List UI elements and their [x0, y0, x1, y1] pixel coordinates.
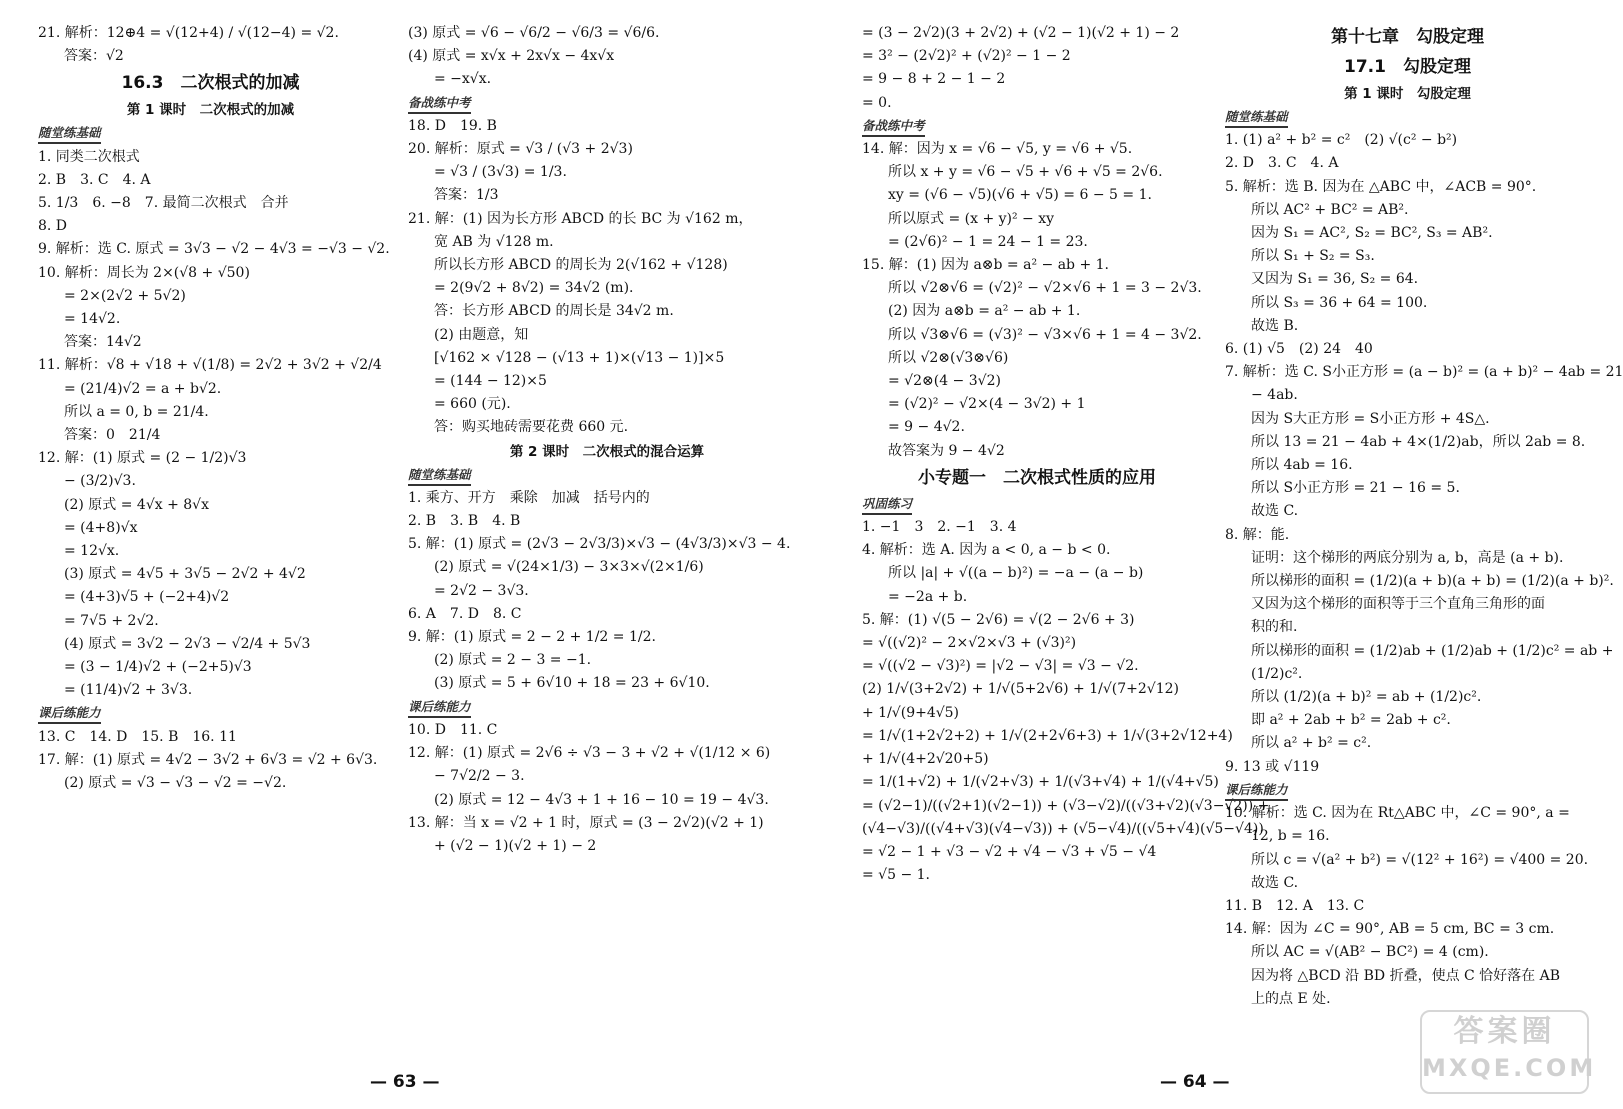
section-tag: 课后练能力: [408, 698, 471, 718]
answer-line: 宽 AB 为 √128 m.: [434, 233, 554, 250]
answer-line: = √((√2)² − 2×√2×√3 + (√3)²): [862, 635, 1077, 652]
answer-line: = (3 − 1/4)√2 + (−2+5)√3: [64, 659, 252, 676]
answer-line: 2. D 3. C 4. A: [1225, 155, 1339, 172]
answer-line: 故答案为 9 − 4√2: [888, 442, 1005, 459]
section-tag: 随堂练基础: [408, 466, 471, 486]
answer-line: 13. 解：当 x = √2 + 1 时，原式 = (3 − 2√2)(√2 + 1): [408, 814, 764, 831]
answer-line: 21. 解：(1) 因为长方形 ABCD 的长 BC 为 √162 m，: [408, 210, 753, 227]
answer-line: = √((√2 − √3)²) = |√2 − √3| = √3 − √2.: [862, 658, 1139, 675]
section-tag-row: [408, 92, 806, 115]
answer-line: 上的点 E 处.: [1251, 990, 1331, 1007]
answer-line: [√162 × √128 − (√13 + 1)×(√13 − 1)]×5: [434, 349, 725, 366]
answer-line: 答：购买地砖需要花费 660 元.: [434, 419, 629, 436]
answer-line: 所以梯形的面积 = (1/2)ab + (1/2)ab + (1/2)c² = ab +: [1251, 642, 1614, 659]
answer-line: (2) 原式 = √3 − √3 − √2 = −√2.: [64, 775, 287, 792]
answer-column-1: [38, 22, 390, 1039]
answer-line: = 9 − 8 + 2 − 1 − 2: [862, 71, 1006, 88]
answer-line: 所以 c = √(a² + b²) = √(12² + 16²) = √400 = 20.: [1251, 851, 1589, 868]
answer-line: 所以 |a| + √((a − b)²) = −a − (a − b): [888, 565, 1144, 582]
answer-line: (2) 原式 = 2 − 3 = −1.: [434, 652, 592, 669]
answer-line: 1. (1) a² + b² = c² (2) √(c² − b²): [1225, 132, 1458, 149]
answer-line: 8. 解：能.: [1225, 526, 1290, 543]
answer-line: 7. 解析：选 C. S小正方形 = (a − b)² = (a + b)² − 4ab = 21: [1225, 364, 1623, 381]
answer-line: 20. 解析：原式 = √3 / (√3 + 2√3): [408, 141, 633, 158]
answer-line: xy = (√6 − √5)(√6 + √5) = 6 − 5 = 1.: [888, 187, 1152, 204]
answer-line: 所以 S₁ + S₂ = S₃.: [1251, 248, 1375, 265]
answer-line: = 7√5 + 2√2.: [64, 612, 159, 629]
answer-line: = (4+3)√5 + (−2+4)√2: [64, 589, 230, 606]
answer-line: 故选 C.: [1251, 503, 1299, 520]
answer-line: − 7√2/2 − 3.: [434, 768, 525, 785]
answer-line: 又因为这个梯形的面积等于三个直角三角形的面: [1251, 596, 1545, 613]
answer-line: 17. 解：(1) 原式 = 4√2 − 3√2 + 6√3 = √2 + 6√3.: [38, 751, 378, 768]
answer-line: + (√2 − 1)(√2 + 1) − 2: [434, 837, 597, 854]
answer-line: 8. D: [38, 218, 68, 235]
answer-line: = √3 / (3√3) = 1/3.: [434, 164, 567, 181]
answer-line: = −x√x.: [434, 71, 492, 88]
answer-line: 所以 AC = √(AB² − BC²) = 4 (cm).: [1251, 944, 1489, 961]
answer-line: 所以 √2⊗√6 = (√2)² − √2×√6 + 1 = 3 − 2√3.: [888, 280, 1202, 297]
answer-line: 所以 S₃ = 36 + 64 = 100.: [1251, 294, 1428, 311]
answer-line: 所以 AC² + BC² = AB².: [1251, 201, 1409, 218]
answer-line: 9. 13 或 √119: [1225, 758, 1320, 775]
answer-line: 所以 S小正方形 = 21 − 16 = 5.: [1251, 480, 1460, 497]
section-tag: 随堂练基础: [1225, 108, 1288, 128]
watermark-line1: 答案圈: [1453, 1014, 1556, 1049]
answer-line: 所以 √3⊗√6 = (√3)² − √3×√6 + 1 = 4 − 3√2.: [888, 326, 1202, 343]
answer-line: 10. D 11. C: [408, 721, 498, 738]
answer-line: 所以梯形的面积 = (1/2)(a + b)(a + b) = (1/2)(a + b)².: [1251, 573, 1614, 590]
answer-line: = √2⊗(4 − 3√2): [888, 373, 1001, 390]
answer-line: 1. 乘方、开方 乘除 加减 括号内的: [408, 489, 650, 506]
answer-line: 所以 (1/2)(a + b)² = ab + (1/2)c².: [1251, 689, 1482, 706]
answer-line: = (√2)² − √2×(4 − 3√2) + 1: [888, 396, 1086, 413]
answer-line: = (11/4)√2 + 3√3.: [64, 682, 193, 699]
answer-line: 所以 4ab = 16.: [1251, 457, 1353, 474]
answer-line: 因为 S大正方形 = S小正方形 + 4S△.: [1251, 410, 1490, 427]
answer-line: 因为将 △BCD 沿 BD 折叠，使点 C 恰好落在 AB: [1251, 967, 1561, 984]
section-heading: 16.3 二次根式的加减: [121, 73, 300, 94]
answer-line: (2) 原式 = 4√x + 8√x: [64, 496, 209, 513]
answer-line: 所以 a² + b² = c².: [1251, 735, 1372, 752]
answer-line: 即 a² + 2ab + b² = 2ab + c².: [1251, 712, 1451, 729]
answer-line: = (3 − 2√2)(3 + 2√2) + (√2 − 1)(√2 + 1) − 2: [862, 25, 1180, 41]
answer-line: = 9 − 4√2.: [888, 419, 965, 436]
answer-line: 因为 S₁ = AC², S₂ = BC², S₃ = AB².: [1251, 225, 1493, 242]
section-tag-row: [408, 464, 806, 487]
answer-line: 5. 解：(1) 原式 = (2√3 − 2√3/3)×√3 − (4√3/3)×√3 − 4.: [408, 536, 791, 553]
answer-line: (4) 原式 = x√x + 2x√x − 4x√x: [408, 48, 615, 65]
answer-line: 15. 解：(1) 因为 a⊗b = a² − ab + 1.: [862, 257, 1110, 274]
answer-line: − (3/2)√3.: [64, 473, 136, 490]
answer-line: 11. 解析：√8 + √18 + √(1/8) = 2√2 + 3√2 + √2/4: [38, 357, 382, 374]
section-tag-row: [862, 115, 1212, 138]
answer-line: 21. 解析：12⊕4 = √(12+4) / √(12−4) = √2.: [38, 25, 339, 41]
section-tag-row: [862, 493, 1212, 516]
answer-line: (√4−√3)/((√4+√3)(√4−√3)) + (√5−√4)/((√5+√4)(√5−√4)): [862, 820, 1264, 837]
watermark-logo: [1420, 1010, 1597, 1094]
answer-line: (4) 原式 = 3√2 − 2√3 − √2/4 + 5√3: [64, 635, 311, 652]
answer-line: 答案：√2: [64, 48, 124, 65]
answer-line: = (2√6)² − 1 = 24 − 1 = 23.: [888, 233, 1088, 250]
answer-line: 9. 解析：选 C. 原式 = 3√3 − √2 − 4√3 = −√3 − √2.: [38, 241, 390, 258]
answer-line: = 1/√(1+2√2+2) + 1/√(2+2√6+3) + 1/√(3+2√12+4): [862, 727, 1233, 744]
answer-line: = 1/(1+√2) + 1/(√2+√3) + 1/(√3+√4) + 1/(√4+√5): [862, 774, 1219, 791]
answer-line: 故选 B.: [1251, 317, 1299, 334]
section-tag: 备战练中考: [862, 117, 925, 137]
section-tag-row: [408, 696, 806, 719]
answer-line: 12, b = 16.: [1251, 828, 1330, 845]
answer-line: 所以原式 = (x + y)² − xy: [888, 210, 1055, 227]
answer-line: = (144 − 12)×5: [434, 373, 547, 390]
answer-line: (2) 1/√(3+2√2) + 1/√(5+2√6) + 1/√(7+2√12): [862, 681, 1179, 698]
section-heading: 第 2 课时 二次根式的混合运算: [509, 443, 705, 460]
section-heading: 第 1 课时 勾股定理: [1344, 86, 1471, 102]
answer-line: 10. 解析：选 C. 因为在 Rt△ABC 中，∠C = 90°, a =: [1225, 805, 1570, 822]
answer-line: 1. 同类二次根式: [38, 148, 140, 165]
section-tag-row: [1225, 779, 1590, 802]
section-tag-row: [1225, 106, 1590, 129]
watermark-line2: MXQE.COM: [1422, 1054, 1597, 1082]
section-heading: 第 1 课时 二次根式的加减: [126, 102, 295, 119]
answer-line: 所以长方形 ABCD 的周长为 2(√162 + √128): [434, 257, 728, 274]
answer-line: (2) 由题意，知: [434, 326, 529, 343]
answer-line: = √2 − 1 + √3 − √2 + √4 − √3 + √5 − √4: [862, 843, 1157, 860]
page-number-64: — 64 —: [1160, 1072, 1230, 1092]
answer-line: 所以 x + y = √6 − √5 + √6 + √5 = 2√6.: [888, 164, 1163, 181]
section-heading: 小专题一 二次根式性质的应用: [918, 467, 1156, 488]
answer-line: = (√2−1)/((√2+1)(√2−1)) + (√3−√2)/((√3+√2)(√3−√2)) +: [862, 797, 1270, 814]
answer-line: (3) 原式 = 4√5 + 3√5 − 2√2 + 4√2: [64, 566, 306, 583]
answer-line: 答：长方形 ABCD 的周长是 34√2 m.: [434, 303, 674, 320]
section-heading: 17.1 勾股定理: [1344, 57, 1471, 77]
answer-line: 5. 解析：选 B. 因为在 △ABC 中，∠ACB = 90°.: [1225, 178, 1537, 195]
section-tag: 随堂练基础: [38, 124, 101, 144]
answer-line: 证明：这个梯形的两底分别为 a, b，高是 (a + b).: [1251, 549, 1564, 566]
answer-line: − 4ab.: [1251, 387, 1298, 404]
answer-line: 答案：14√2: [64, 334, 142, 351]
answer-line: = 14√2.: [64, 311, 121, 328]
answer-column-4: [1225, 22, 1623, 1039]
answer-line: 14. 解：因为 x = √6 − √5, y = √6 + √5.: [862, 141, 1133, 158]
answer-line: = 3² − (2√2)² + (√2)² − 1 − 2: [862, 48, 1071, 65]
answer-line: 12. 解：(1) 原式 = 2√6 ÷ √3 − 3 + √2 + √(1/12 × 6): [408, 745, 771, 762]
answer-line: + 1/√(4+2√20+5): [862, 751, 989, 768]
answer-line: 6. A 7. D 8. C: [408, 605, 522, 622]
page-number-63: — 63 —: [370, 1072, 440, 1092]
answer-line: = 0.: [862, 94, 892, 111]
answer-line: (3) 原式 = 5 + 6√10 + 18 = 23 + 6√10.: [434, 675, 710, 692]
answer-line: 5. 1/3 6. −8 7. 最简二次根式 合并: [38, 195, 289, 212]
answer-line: = 2×(2√2 + 5√2): [64, 287, 186, 304]
answer-line: = (21/4)√2 = a + b√2.: [64, 380, 222, 397]
answer-line: = 660 (元).: [434, 396, 511, 413]
answer-line: = 2(9√2 + 8√2) = 34√2 (m).: [434, 280, 634, 297]
answer-line: 12. 解：(1) 原式 = (2 − 1/2)√3: [38, 450, 247, 467]
answer-line: (2) 因为 a⊗b = a² − ab + 1.: [888, 303, 1081, 320]
answer-line: 2. B 3. C 4. A: [38, 171, 151, 188]
section-tag: 备战练中考: [408, 94, 471, 114]
answer-line: + 1/√(9+4√5): [862, 704, 960, 721]
answer-line: 14. 解：因为 ∠C = 90°, AB = 5 cm, BC = 3 cm.: [1225, 921, 1555, 938]
answer-line: 答案：1/3: [434, 187, 499, 204]
answer-line: 故选 C.: [1251, 874, 1299, 891]
answer-line: 又因为 S₁ = 36, S₂ = 64.: [1251, 271, 1419, 288]
answer-line: 1. −1 3 2. −1 3. 4: [862, 519, 1017, 536]
section-tag-row: [38, 122, 383, 145]
answer-line: 所以 13 = 21 − 4ab + 4×(1/2)ab，所以 2ab = 8.: [1251, 433, 1586, 450]
answer-line: = (4+8)√x: [64, 519, 138, 536]
answer-line: 4. 解析：选 A. 因为 a < 0, a − b < 0.: [862, 542, 1111, 559]
answer-line: = √5 − 1.: [862, 867, 930, 884]
section-tag: 巩固练习: [862, 495, 912, 515]
answer-line: (3) 原式 = √6 − √6/2 − √6/3 = √6/6.: [408, 25, 660, 41]
answer-line: 18. D 19. B: [408, 117, 497, 134]
answer-line: 答案：0 21/4: [64, 427, 161, 444]
section-tag-row: [38, 702, 383, 725]
answer-line: 所以 √2⊗(√3⊗√6): [888, 349, 1009, 366]
answer-line: (1/2)c².: [1251, 665, 1303, 682]
answer-line: 6. (1) √5 (2) 24 40: [1225, 341, 1373, 358]
answer-column-2: [408, 22, 806, 1039]
answer-line: 所以 a = 0, b = 21/4.: [64, 403, 209, 420]
section-heading: 第十七章 勾股定理: [1331, 27, 1484, 47]
answer-line: 2. B 3. B 4. B: [408, 513, 521, 530]
answer-line: = 2√2 − 3√3.: [434, 582, 529, 599]
answer-line: 积的和.: [1251, 619, 1298, 636]
answer-line: 5. 解：(1) √(5 − 2√6) = √(2 − 2√6 + 3): [862, 611, 1135, 628]
section-tag: 课后练能力: [1225, 781, 1288, 801]
answer-line: 10. 解析：周长为 2×(√8 + √50): [38, 264, 250, 281]
answer-line: 9. 解：(1) 原式 = 2 − 2 + 1/2 = 1/2.: [408, 629, 656, 646]
answer-line: 13. C 14. D 15. B 16. 11: [38, 728, 237, 745]
section-tag: 课后练能力: [38, 704, 101, 724]
answer-line: 11. B 12. A 13. C: [1225, 897, 1365, 914]
answer-line: = −2a + b.: [888, 588, 968, 605]
answer-line: (2) 原式 = √(24×1/3) − 3×3×√(2×1/6): [434, 559, 704, 576]
answer-line: = 12√x.: [64, 543, 120, 560]
answer-line: (2) 原式 = 12 − 4√3 + 1 + 16 − 10 = 19 − 4√3.: [434, 791, 769, 808]
